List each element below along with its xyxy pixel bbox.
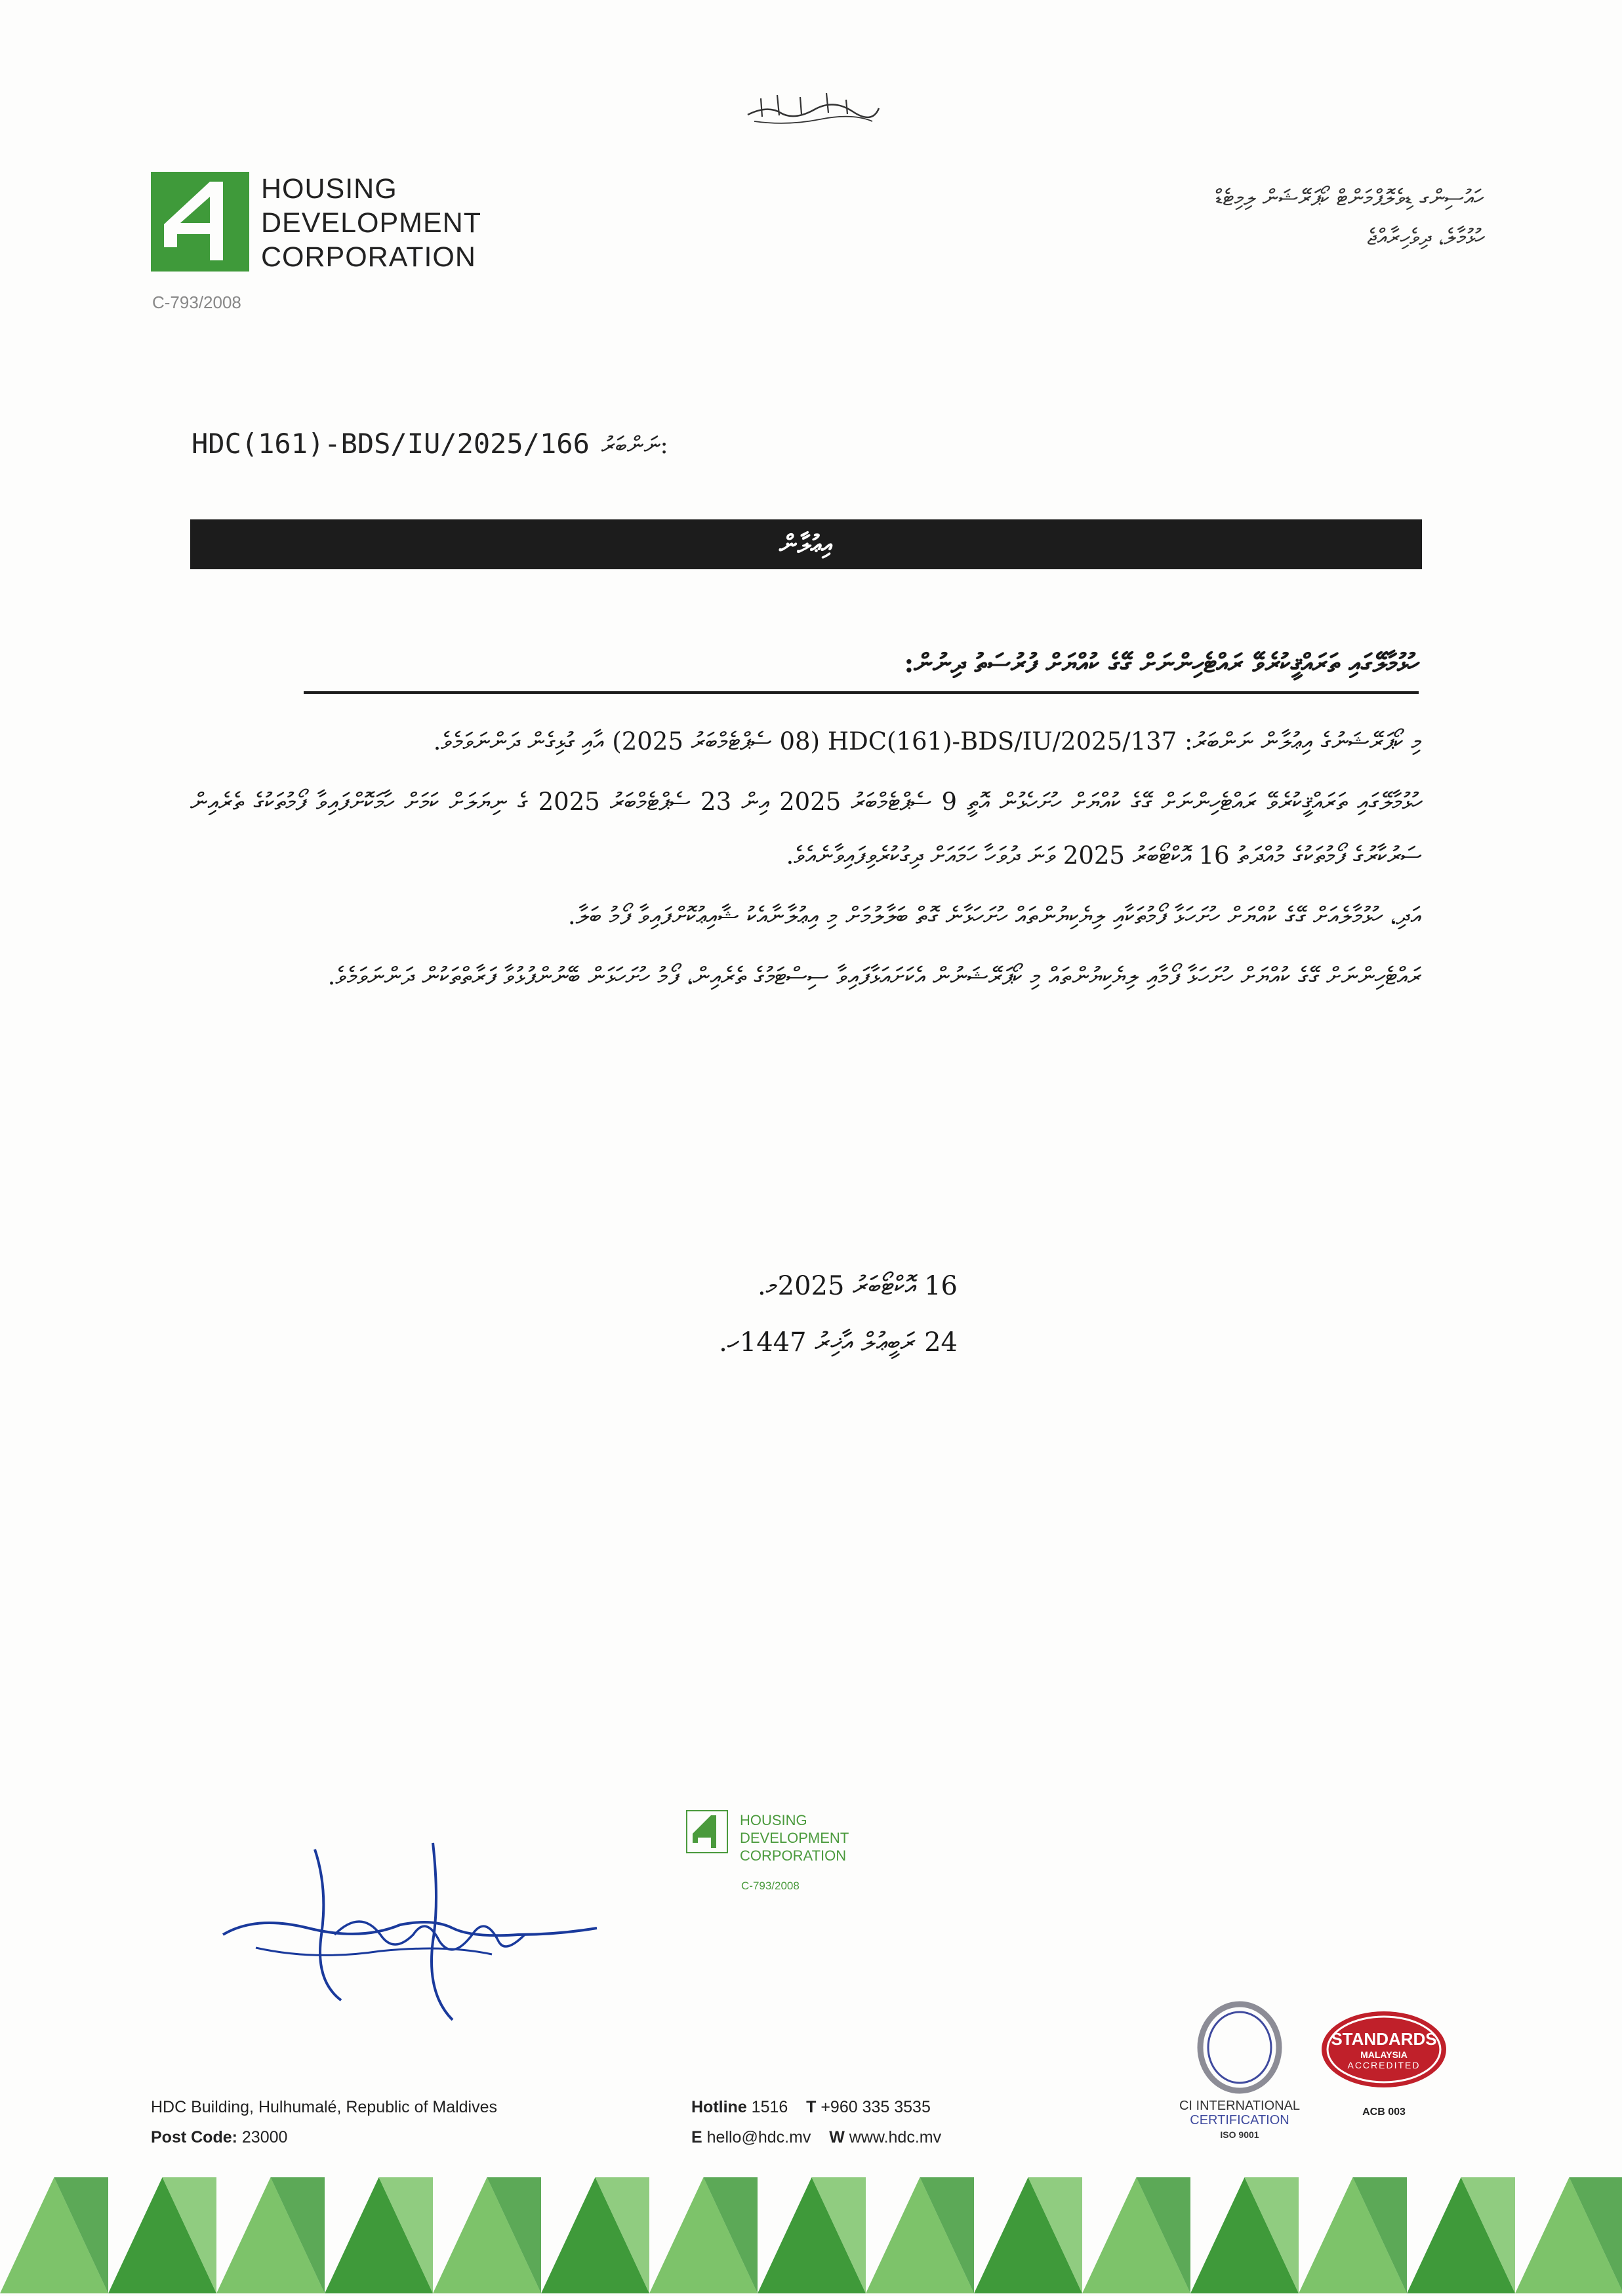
stamp-line: HOUSING (740, 1811, 849, 1829)
postcode-label: Post Code: (151, 2128, 237, 2146)
hotline-label: Hotline (691, 2098, 747, 2116)
stamp-line: CORPORATION (740, 1847, 849, 1864)
body-paragraph: އަދި، ހުޅުމާލެއަށް ގޭގެ ކުއްޔަށް ހުށަހަޅާ ފޯމުތަކާއި ލިޔެކިޔުންތައް ހުށަހަޅާނެ ގޮތް ބަލާލުމަށް މި އިޢުލާނާއެކު ޝާއިޢުކޮށްފައިވާ ފޯމު ބަލާ. (190, 889, 1422, 943)
stamp-line: DEVELOPMENT (740, 1829, 849, 1847)
body-paragraph: ރައްޓެހިންނަށް ގޭގެ ކުއްޔަށް ހުށަހަޅާ ފޯމާއި ލިޔެކިޔުންތައް މި ކޯޕަރޭޝަނުން އެކަށައަޅާފައިވާ ސިސްޓަމުގެ ތެރެއިން، ފޯމު ހުށަހަޅަން ބޭނުންފުޅުވާ ފަރާތްތަކުން ދަންނަވަމެވެ. (190, 950, 1422, 1003)
company-name-line: ހައުސިންގ ޑިވެލޮޕްމަންޓް ކޯޕަރޭޝަން ލިމިޓެޑް (1215, 178, 1484, 218)
web-link[interactable]: www.hdc.mv (849, 2128, 941, 2146)
tel-value: +960 335 3535 (821, 2098, 931, 2116)
footer-contact-block (691, 2092, 941, 2152)
gregorian-date: 16 އޮކްޓޯބަރު 2025މ. (630, 1258, 958, 1314)
reference-number: HDC(161)-BDS/IU/2025/166 (192, 428, 590, 460)
ci-certification-logo (1174, 2000, 1305, 2151)
email-link[interactable]: hello@hdc.mv (707, 2128, 811, 2146)
standards-malaysia-logo (1318, 2007, 1450, 2138)
logo-line-housing: HOUSING (261, 172, 481, 206)
footer-triangle-pattern (0, 2177, 1622, 2293)
ci-line: CI INTERNATIONAL (1174, 2099, 1305, 2113)
notice-subject: ހުޅުމާލޭގައި ތަރައްޤީކުރެވޭ ރައްޓެހިންނަށް ގޭގެ ކުއްޔަށް ފުރުސަތު ދިނުން: (304, 644, 1419, 694)
tel-label: T (806, 2098, 816, 2116)
ci-line: ISO 9001 (1174, 2127, 1305, 2142)
hdc-logo (151, 172, 249, 272)
standards-line: MALAYSIA (1318, 2049, 1450, 2060)
standards-line: ACCREDITED (1318, 2060, 1450, 2070)
ci-ring-icon (1174, 2000, 1305, 2099)
email-label: E (691, 2128, 702, 2146)
ci-line: CERTIFICATION (1174, 2113, 1305, 2127)
bismillah-calligraphy (741, 85, 885, 131)
notice-dates (630, 1258, 958, 1371)
stamp-registration: C-793/2008 (741, 1880, 800, 1893)
signature (216, 1836, 610, 2033)
logo-wordmark (261, 172, 481, 274)
reference-label: ނަންބަރު: (601, 432, 668, 460)
stamp-logo-icon (686, 1810, 728, 1853)
company-registration: C-793/2008 (152, 292, 241, 313)
footer-address: HDC Building, Hulhumalé, Republic of Maldives (151, 2092, 497, 2122)
postcode-value: 23000 (242, 2128, 288, 2146)
footer-address-block (151, 2092, 497, 2152)
body-paragraph: މި ކޯޕަރޭޝަނުގެ އިޢުލާން ނަންބަރު: HDC(161)-BDS/IU/2025/137 (08 ސެޕްޓެމްބަރު 2025) އާއި ގުޅިގެން ދަންނަވަމެވެ. (190, 715, 1422, 769)
footer-postcode-row (151, 2122, 497, 2152)
footer-web-row (691, 2122, 941, 2152)
hotline-value: 1516 (752, 2098, 788, 2116)
web-label: W (829, 2128, 845, 2146)
standards-line: STANDARDS (1318, 2029, 1450, 2049)
logo-line-development: DEVELOPMENT (261, 206, 481, 240)
standards-code: ACB 003 (1318, 2106, 1450, 2118)
company-name-dhivehi (1215, 178, 1484, 257)
notice-body (190, 715, 1422, 1010)
body-paragraph: ހުޅުމާލޭގައި ތަރައްޤީކުރެވޭ ރައްޓެހިންނަށް ގޭގެ ކުއްޔަށް ހުށަހެޅުން އޮތީ 9 ސެޕްޓެމްބަރު 2025 އިން 23 ސެޕްޓެމްބަރު 2025 ގެ ނިޔަލަށް ކަމަށް ހާމަކޮށްފައިވާ ފޯމުތަކުގެ ތެރެއިން ސަރުކާރުގެ ފޯމުތަކުގެ މުއްދަތު 16 އޮކްޓޯބަރު 2025 ވަނަ ދުވަހާ ހަމައަށް ދިގުކުރެވިފައިވާނެއެވެ. (190, 775, 1422, 883)
logo-line-corporation: CORPORATION (261, 240, 481, 274)
hijri-date: 24 ރަބީޢުލް އާޚިރު 1447ހ. (630, 1314, 958, 1371)
company-location-line: ހުޅުމާލެ، ދިވެހިރާއްޖެ (1215, 218, 1484, 257)
footer-phone-row (691, 2092, 941, 2122)
notice-banner-title: އިޢުލާން (779, 529, 833, 559)
reference-line (192, 428, 683, 460)
stamp-wordmark (740, 1811, 849, 1864)
notice-banner (190, 519, 1422, 569)
